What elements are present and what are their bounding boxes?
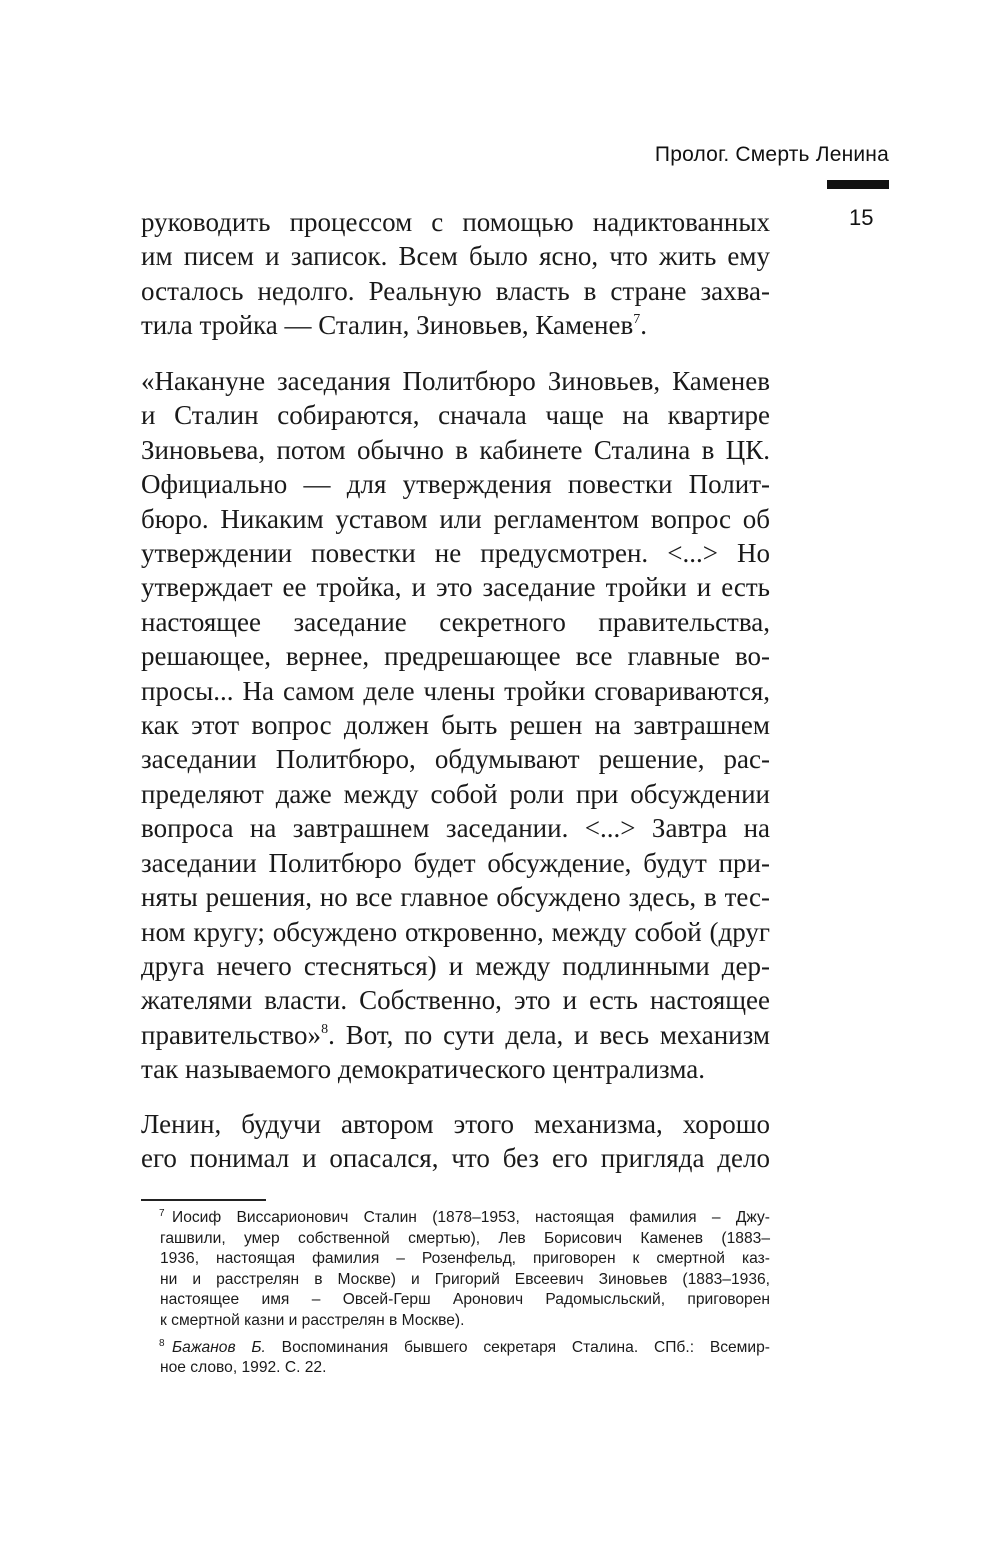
footnote-author: Бажанов Б. — [172, 1338, 266, 1356]
body-paragraph-1 — [141, 205, 770, 343]
text-line: утверждает ее тройка, и это заседание тройки и есть — [141, 572, 770, 603]
page-number: 15 — [849, 205, 874, 230]
text-line: как этот вопрос должен быть решен на завтрашнем — [141, 710, 770, 741]
body-paragraph-3 — [141, 1107, 770, 1176]
text-line: утверждении повестки не предусмотрен. <...> Но — [141, 538, 770, 569]
footnote-line: к смертной казни и расстрелян в Москве). — [160, 1311, 465, 1329]
footnote-line: ное слово, 1992. С. 22. — [160, 1359, 327, 1377]
running-head: Пролог. Смерть Ленина — [654, 143, 889, 166]
text-line: Ленин, будучи автором этого механизма, хорошо — [141, 1109, 770, 1139]
footnotes — [160, 1208, 770, 1385]
text-line: ном кругу; обсуждено откровенно, между собой (друг — [141, 916, 770, 947]
footnote-ref-7[interactable]: 7 — [633, 312, 641, 328]
text-line: руководить процессом с помощью надиктованных — [141, 207, 770, 237]
footnote-line: Бажанов Б. Воспоминания бывшего секретаря Сталина. СПб.: Всемир- — [172, 1338, 770, 1356]
footnote-line: гашвили, умер собственной смертью), Лев Борисович Каменев (1883– — [160, 1229, 770, 1247]
text-line: настоящее заседание секретного правительства, — [141, 606, 770, 637]
footnote-8 — [160, 1338, 770, 1379]
text-line: и Сталин собираются, сначала чаще на квартире — [141, 400, 770, 431]
footnote-line: ни и расстрелян в Москве) и Григорий Евсеевич Зиновьев (1883–1936, — [160, 1270, 770, 1288]
text-line: так называемого демократического централизма. — [141, 1054, 705, 1085]
text-line: пределяют даже между собой роли при обсуждении — [141, 778, 770, 809]
footnote-line: 1936, настоящая фамилия – Розенфельд, приговорен к смертной каз- — [160, 1250, 770, 1268]
text-line: его понимал и опасался, что без его пригляда дело — [141, 1143, 770, 1174]
footnote-line: Иосиф Виссарионович Сталин (1878–1953, настоящая фамилия – Джу- — [172, 1209, 770, 1226]
text-line: Официально — для утверждения повестки Полит- — [141, 469, 770, 500]
text-line: осталось недолго. Реальную власть в стране захва- — [141, 275, 770, 306]
footnote-7 — [160, 1208, 770, 1332]
text-line: Зиновьева, потом обычно в кабинете Сталина в ЦК. — [141, 434, 770, 465]
text-line: просы... На самом деле члены тройки сговариваются, — [141, 675, 770, 706]
text-line: бюро. Никаким уставом или регламентом вопрос об — [141, 503, 770, 534]
text-line: вопроса на завтрашнем заседании. <...> Завтра на — [141, 813, 770, 844]
text-line: им писем и записок. Всем было ясно, что жить ему — [141, 241, 770, 272]
text-line: заседании Политбюро будет обсуждение, будут при- — [141, 847, 770, 878]
text-line: правительство»$^8$. Вот, по сути дела, и весь механизм — [141, 1019, 770, 1050]
text-line: няты решения, но все главное обсуждено здесь, в тес- — [141, 882, 770, 913]
text-line: тила тройка — Сталин, Зиновьев, Каменев$^7$. — [141, 310, 647, 341]
footnote-ref-8[interactable]: 8 — [321, 1021, 329, 1037]
text-line: заседании Политбюро, обдумывают решение, рас- — [141, 744, 770, 775]
text-line: «Накануне заседания Политбюро Зиновьев, Каменев — [141, 366, 770, 396]
text-line: жателями власти. Собственно, это и есть настоящее — [141, 985, 770, 1016]
footnote-number: 7 — [159, 1208, 165, 1219]
running-head-bar — [827, 180, 889, 189]
footnote-line: настоящее имя – Овсей-Герш Аронович Радомысльский, приговорен — [160, 1291, 770, 1309]
footnote-number: 8 — [159, 1337, 165, 1349]
text-line: решающее, вернее, предрешающее все главные во- — [141, 641, 770, 672]
body-paragraph-2 — [141, 364, 770, 1087]
footnote-rule — [141, 1199, 266, 1201]
text-line: друга нечего стесняться) и между подлинными дер- — [141, 950, 770, 981]
